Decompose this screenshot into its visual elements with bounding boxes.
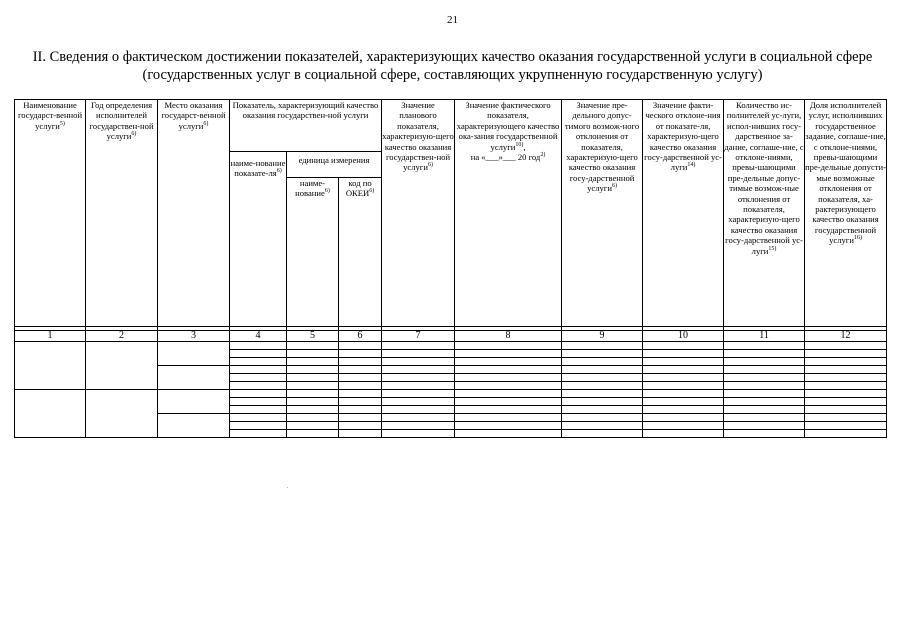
- table-cell: [15, 342, 86, 390]
- indicators-table: [14, 99, 887, 438]
- table-cell: [86, 390, 158, 438]
- header-unit-group: единица измерения: [287, 152, 382, 178]
- column-number: 9: [562, 331, 643, 342]
- table-cell: [15, 390, 86, 438]
- column-number: 11: [724, 331, 805, 342]
- table-cell: [86, 342, 158, 390]
- column-number: 4: [230, 331, 287, 342]
- column-number: 6: [339, 331, 382, 342]
- table-row: [15, 390, 887, 398]
- column-number: 3: [158, 331, 230, 342]
- scan-speck: [287, 487, 288, 488]
- header-indicator-group: Показатель, характеризующий качество оказания государствен-ной услуги: [230, 100, 382, 152]
- header-indicator-name: наиме-нование показате-$ля^{6)}$: [230, 152, 287, 327]
- page-number: 21: [447, 14, 458, 26]
- header-executors-count: Количество ис-полнителей ус-луги, испол-нивших госу-дарственное за-дание, соглаше-ние, с отклоне-ниями, превы-шающими пре-дельные допус-тимые возмож-ные отклонения от показателя, характеризую-щего качество оказания госу-дарственной ус-луги$^{15)}$: [724, 100, 805, 327]
- table-cell: [158, 414, 230, 438]
- column-number: 7: [382, 331, 455, 342]
- header-service-name: Наименование государст-венной услуги$^{5)}$: [15, 100, 86, 327]
- table-cell: [158, 390, 230, 414]
- column-number: 1: [15, 331, 86, 342]
- column-number: 8: [455, 331, 562, 342]
- column-number: 5: [287, 331, 339, 342]
- column-number: 12: [805, 331, 887, 342]
- column-number: 2: [86, 331, 158, 342]
- header-planned-value: Значение планового показателя, характеризую-щего качество оказания государствен-ной услуги$^{6)}$: [382, 100, 455, 327]
- table-row: [15, 342, 887, 350]
- header-okei-code: код по ОКЕИ$^{6)}$: [339, 178, 382, 327]
- header-max-deviation: Значение пре-дельного допус-тимого возмож-ного отклонения от показателя, характеризую-щего качество оказания госу-дарственной услуги$^{6)}$: [562, 100, 643, 327]
- header-year: Год определения исполнителей государствен-ной услуги$^{6)}$: [86, 100, 158, 327]
- header-place: Место оказания государст-венной услуги$^{6)}$: [158, 100, 230, 327]
- header-actual-value: Значение фактического показателя, характеризующего качество ока-зания государственной услуги$^{10)}$, на «___»___ 20 год$^{2)}$: [455, 100, 562, 327]
- column-number: 10: [643, 331, 724, 342]
- header-executors-share: Доля исполнителей услуг, исполнивших государственное задание, соглаше-ние, с отклоне-ниями, превы-шающими пре-дельные допусти-мые возможные отклонения от показателя, ха-рактеризующего качество оказания государственной услуги$^{16)}$: [805, 100, 887, 327]
- table-cell: [158, 342, 230, 366]
- table-cell: [158, 366, 230, 390]
- header-actual-deviation: Значение факти-ческого отклоне-ния от показате-ля, характеризую-щего качество оказания госу-дарственной ус-луги$^{14)}$: [643, 100, 724, 327]
- header-unit-name: наиме-нование$^{6)}$: [287, 178, 339, 327]
- column-numbers-row: [15, 331, 887, 342]
- section-title: II. Сведения о фактическом достижении показателей, характеризующих качество оказания государственной услуги в социальной сфере (государственных услуг в социальной сфере, составляющих укрупненную государственную услугу): [32, 49, 873, 83]
